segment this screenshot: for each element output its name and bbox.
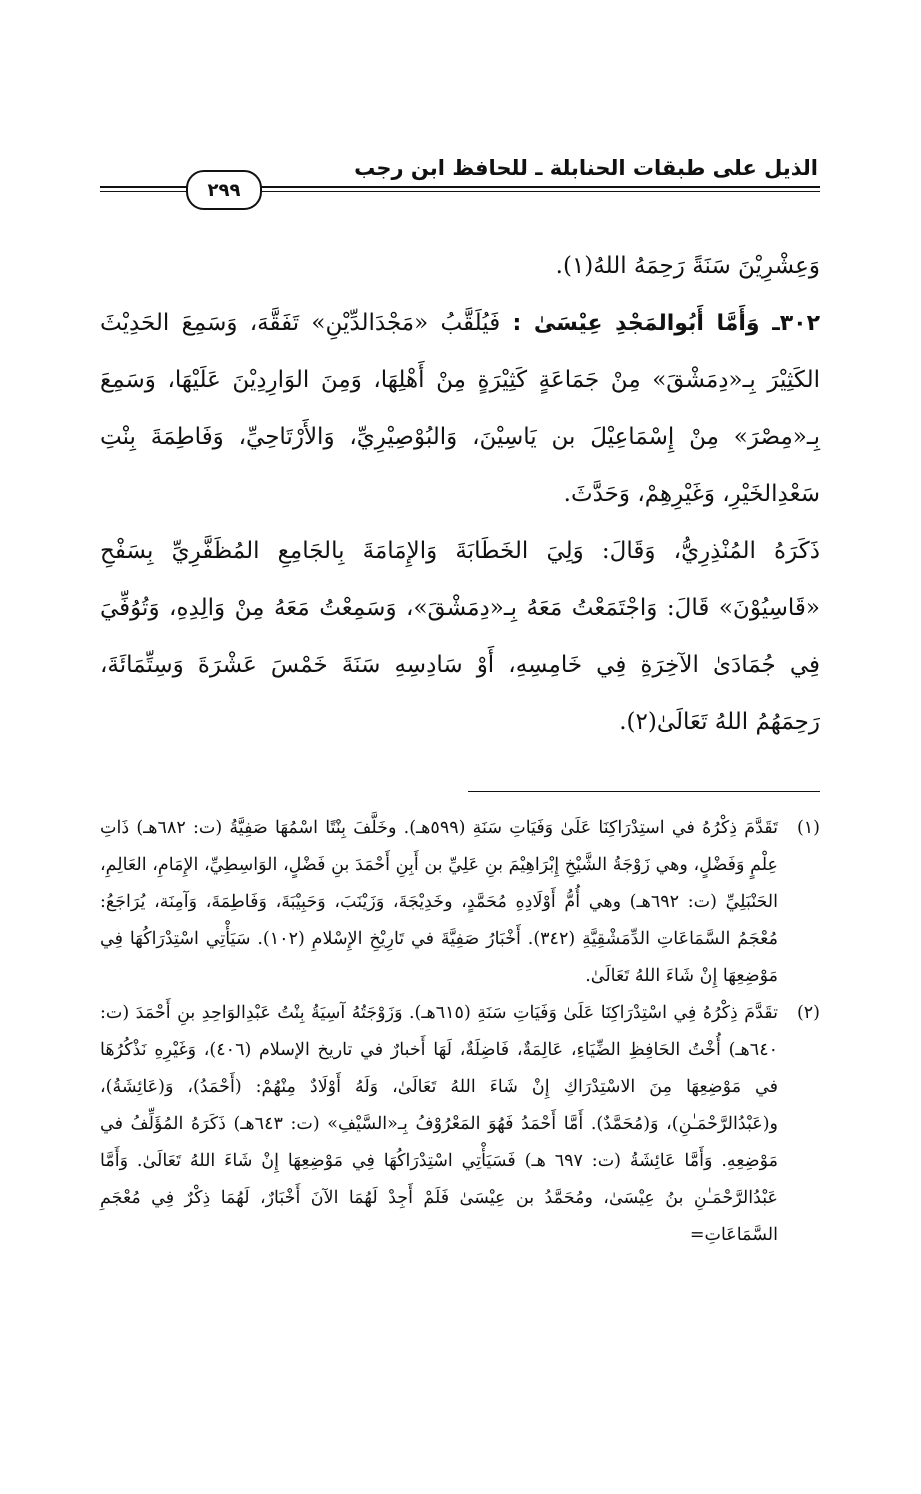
footnote-text: تقَدَّمَ ذِكْرُهُ فِي اسْتِدْرَاكِنَا عَلَىٰ وَفَيَاتِ سَنَةِ (٦١٥هـ). وَزَوْجَتُهُ آسِيَةُ بِنْتُ عَبْدِالوَاحِدِ بنِ أَحْمَدَ (ت: ٦٤٠هـ) أُخْتُ الحَافِظِ الضِّيَاءِ، عَالِمَةٌ، فَاضِلَةٌ، لَهَا أَخبارٌ في تاريخ الإسلام (٤٠٦)، وَغَيْرِهِ نَذْكُرُهَا في مَوْضِعِهَا مِنَ الاسْتِدْرَاكِ إِنْ شَاءَ اللهُ تَعَالَىٰ، وَلَهُ أَوْلَادٌ مِنْهُمْ: (أَحْمَدُ)، وَ(عَائِشَةُ)، و(عَبْدُالرَّحْمَـٰنِ)، وَ(مُحَمَّدٌ). أَمَّا أَحْمَدُ فَهُوَ المَعْرُوْفُ بِـ«السَّيْفِ» (ت: ٦٤٣هـ) ذَكَرَهُ المُؤَلِّفُ في مَوْضِعِهِ. وَأَمَّا عَائِشَةُ (ت: ٦٩٧ هـ) فَسَيَأْتِي اسْتِدْرَاكُهَا فِي مَوْضِعِهَا إِنْ شَاءَ اللهُ تَعَالَىٰ. وَأَمَّا عَبْدُالرَّحْمَـٰنِ بنُ عِيْسَىٰ، ومُحَمَّدُ بن عِيْسَىٰ فَلَمْ أَجِدْ لَهُمَا الآنَ أَخْبَارٌ، لَهُمَا ذِكْرٌ فِي مُعْجَمِ السَّمَاعَاتِ= xyxy=(100,1003,778,1245)
main-text xyxy=(100,238,820,751)
entry-heading: ٣٠٢ـ وَأَمَّا أَبُوالمَجْدِ عِيْسَىٰ : xyxy=(512,311,821,336)
running-header xyxy=(100,150,820,208)
footnotes xyxy=(100,810,820,1254)
footnote-2 xyxy=(100,995,820,1254)
page-number: ٢٩٩ xyxy=(186,170,262,210)
book-title: الذيل على طبقات الحنابلة ـ للحافظ ابن رجب xyxy=(354,156,818,180)
footnote-text: تَقَدَّمَ ذِكْرُهُ في استِدْرَاكِنَا عَلَىٰ وَفَيَاتِ سَنَةِ (٥٩٩هـ). وخَلَّفَ بِنْتًا اسْمُهَا صَفِيَّةُ (ت: ٦٨٢هـ) ذَاتِ عِلْمٍ وَفَضْلٍ، وهي زَوْجَةُ الشَّيْخِ إِبْرَاهِيْمَ بنِ عَلِيِّ بن أَبِنِ أَحْمَدَ بنِ فَضْلٍ، الوَاسِطِيِّ، الإِمَامِ، العَالِمِ، الحَنْبَلِيِّ (ت: ٦٩٢هـ) وهي أُمُّ أَوْلَادِهِ مُحَمَّدٍ، وخَدِيْجَةَ، وَزَيْنَبَ، وَحَبِيْبَةَ، وَفَاطِمَةَ، وَآمِنَة، يُرَاجَعُ: مُعْجَمُ السَّمَاعَاتِ الدِّمَشْقِيَّةِ (٣٤٢). أَخْبَارُ صَفِيَّةَ في تَارِيْخِ الإِسْلامِ (١٠٢). سَيَأْتِي اسْتِدْرَاكُهَا فِي مَوْضِعِهَا إِنْ شَاءَ اللهُ تَعَالَىٰ. xyxy=(100,818,778,986)
continuation-line: وَعِشْرِيْنَ سَنَةً رَحِمَهُ اللهُ(١). xyxy=(555,253,820,279)
biography-entry xyxy=(100,295,820,523)
footnote-separator xyxy=(468,791,820,792)
book-page xyxy=(100,150,820,1254)
footnote-1 xyxy=(100,810,820,995)
entry-text: فَيُلَقَّبُ «مَجْدَالدِّيْنِ» تَفَقَّهَ، وَسَمِعَ الحَدِيْثَ الكَثِيْرَ بِـ«دِمَشْقَ» مِنْ جَمَاعَةٍ كَثِيْرَةٍ مِنْ أَهْلِهَا، وَمِنَ الوَارِدِيْنَ عَلَيْهَا، وَسَمِعَ بِـ«مِصْرَ» مِنْ إِسْمَاعِيْلَ بن يَاسِيْنَ، وَالبُوْصِيْرِيِّ، وَالأَرْتَاحِيِّ، وَفَاطِمَةَ بِنْتِ سَعْدِالخَيْرِ، وَغَيْرِهِمْ، وَحَدَّثَ. xyxy=(100,310,820,507)
footnote-number: (٢) xyxy=(796,1003,820,1023)
paragraph-2: ذَكَرَهُ المُنْذِرِيُّ، وَقَالَ: وَلِيَ الخَطَابَةَ وَالإِمَامَةَ بِالجَامِعِ المُظَفَّرِيِّ بِسَفْحِ «قَاسِيُوْنَ» قَالَ: وَاجْتَمَعْتُ مَعَهُ بِـ«دِمَشْقَ»، وَسَمِعْتُ مَعَهُ مِنْ وَالِدِهِ، وَتُوُفِّيَ فِي جُمَادَىٰ الآخِرَةِ فِي خَامِسِهِ، أَوْ سَادِسِهِ سَنَةَ خَمْسَ عَشْرَةَ وَسِتِّمَائَةَ، رَحِمَهُمُ اللهُ تَعَالَىٰ(٢). xyxy=(100,538,820,735)
footnote-number: (١) xyxy=(796,818,820,838)
